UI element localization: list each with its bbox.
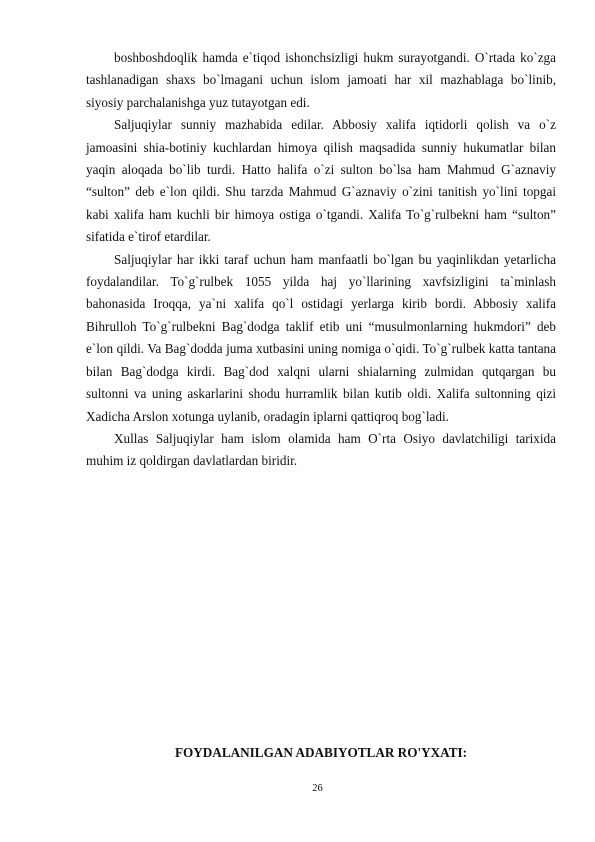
references-heading: FOYDALANILGAN ADABIYOTLAR RO'YXATI:	[174, 745, 468, 760]
paragraph-1: boshboshdoqlik hamda e`tiqod ishonchsizligi hukm surayotgandi. O`rtada ko`zga tashlanadigan shaxs bo`lmagani uchun islom jamoati har xil mazhablaga bo`linib, siyosiy parchalanishga yuz tutayotgan edi.	[86, 50, 556, 110]
paragraph-3: Saljuqiylar har ikki taraf uchun ham manfaatli bo`lgan bu yaqinlikdan yetarlicha foydalandilar. To`g`rulbek 1055 yilda haj yo`llarining xavfsizligini ta`minlash bahonasida Iroqqa, ya`ni xalifa qo`l ostidagi yerlarga kirib bordi. Abbosiy xalifa Bihrulloh To`g`rulbekni Bag`dodga taklif etib uni “musulmonlarning hukmdori” deb e`lon qildi. Va Bag`dodda juma xutbasini uning nomiga o`qidi. To`g`rulbek katta tantana bilan Bag`dodga kirdi. Bag`dod xalqni ularni shialarning zulmidan qutqargan bu sultonni va uning askarlarini shodu hurramlik bilan kutib oldi. Xalifa sultonning qizi Xadicha Arslon xotunga uylanib, oradagin iplarni qattiqroq bog`ladi.	[86, 251, 556, 424]
body-text	[86, 47, 556, 473]
paragraph-4: Xullas Saljuqiylar ham islom olamida ham O`rta Osiyo davlatchiligi tarixida muhim iz qoldirgan davlatlardan biridir.	[86, 430, 556, 469]
page-number: 26	[312, 783, 323, 794]
paragraph-2: Saljuqiylar sunniy mazhabida edilar. Abbosiy xalifa iqtidorli qolish va o`z jamoasini shia-botiniy kuchlardan himoya qilish maqsadida sunniy hukumatlar bilan yaqin aloqada bo`lib turdi. Hatto halifa o`zi sulton bo`lsa ham Mahmud G`aznaviy “sulton” deb e`lon qildi. Shu tarzda Mahmud G`aznaviy o`zini tanitish yo`lini topgai kabi xalifa ham kuchli bir himoya ostiga o`tgandi. Xalifa To`g`rulbekni ham “sulton” sifatida e`tirof etardilar.	[86, 117, 556, 245]
